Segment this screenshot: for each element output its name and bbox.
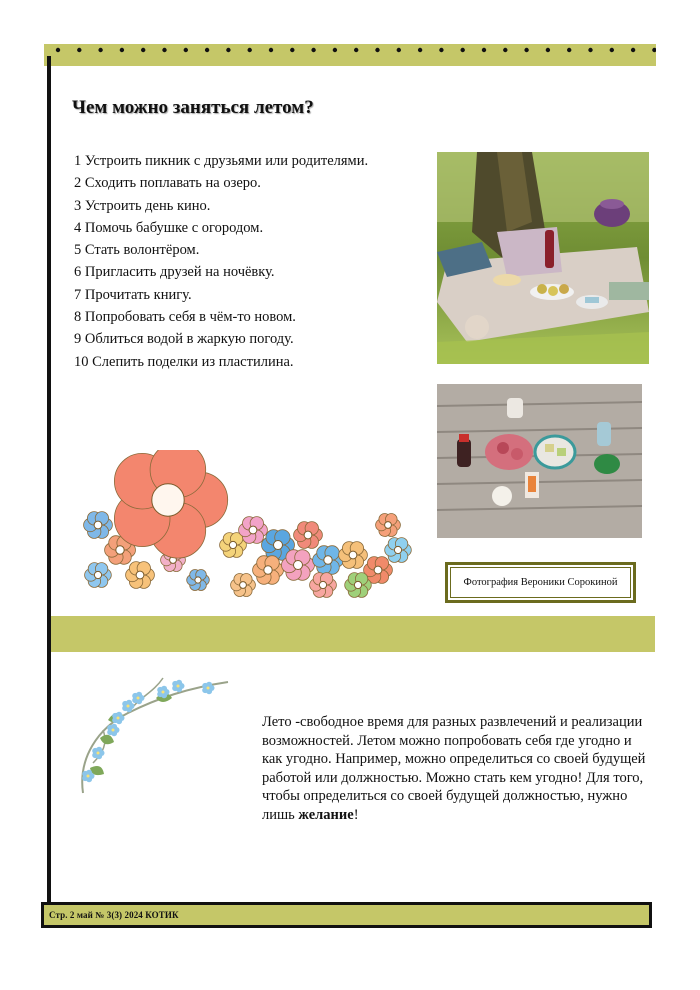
photo-caption: Фотография Вероники Сорокиной bbox=[450, 567, 631, 598]
dot bbox=[184, 48, 188, 52]
dot bbox=[120, 48, 124, 52]
activity-list bbox=[74, 150, 368, 373]
dot bbox=[290, 48, 294, 52]
flower-icon bbox=[385, 538, 412, 563]
dot bbox=[248, 48, 252, 52]
dot bbox=[546, 48, 550, 52]
dot bbox=[98, 48, 102, 52]
footer-bar bbox=[41, 902, 652, 928]
flower-icon bbox=[282, 550, 315, 581]
forget-me-not-icon bbox=[202, 682, 214, 695]
list-item: 9 Облиться водой в жаркую погоду. bbox=[74, 331, 294, 348]
paragraph-bold-word: желание bbox=[298, 806, 354, 823]
list-item: 10 Слепить поделки из пластилина. bbox=[74, 353, 294, 370]
forget-me-not-icon bbox=[112, 712, 124, 725]
forget-me-not-branch-icon bbox=[68, 668, 238, 798]
dot bbox=[610, 48, 614, 52]
dot bbox=[482, 48, 486, 52]
top-dotted-band bbox=[44, 44, 656, 66]
list-item: 7 Прочитать книгу. bbox=[74, 286, 192, 303]
dot bbox=[524, 48, 528, 52]
flower-icon bbox=[84, 512, 113, 539]
dot bbox=[77, 48, 81, 52]
summer-paragraph bbox=[262, 713, 652, 825]
list-item: 6 Пригласить друзей на ночёвку. bbox=[74, 264, 275, 281]
flowers-decoration bbox=[78, 450, 418, 600]
flower-icon bbox=[310, 573, 337, 598]
dot bbox=[311, 48, 315, 52]
dot bbox=[439, 48, 443, 52]
dot bbox=[503, 48, 507, 52]
table-photo bbox=[437, 384, 642, 538]
dot bbox=[461, 48, 465, 52]
page-title: Чем можно заняться летом? bbox=[72, 97, 314, 118]
picnic-photo bbox=[437, 152, 649, 364]
list-item: 4 Помочь бабушке с огородом. bbox=[74, 219, 264, 236]
dot bbox=[567, 48, 571, 52]
dot bbox=[333, 48, 337, 52]
footer-text: Стр. 2 май № 3(3) 2024 КОТИК bbox=[49, 910, 179, 920]
dot bbox=[141, 48, 145, 52]
dot bbox=[226, 48, 230, 52]
forget-me-not-icon bbox=[132, 692, 144, 705]
list-item: 1 Устроить пикник с друзьями или родителями. bbox=[74, 153, 369, 169]
flower-icon bbox=[126, 562, 155, 589]
dot bbox=[652, 48, 656, 52]
dot bbox=[205, 48, 209, 52]
forget-me-not-icon bbox=[172, 680, 184, 693]
flower-icon bbox=[313, 546, 344, 575]
flower-icon bbox=[339, 542, 368, 569]
dots-decoration bbox=[44, 44, 656, 66]
flower-icon bbox=[376, 514, 401, 537]
flower-icon bbox=[345, 573, 372, 598]
left-vertical-rule bbox=[47, 56, 51, 902]
flower-icon bbox=[187, 570, 210, 591]
photo-caption-frame bbox=[445, 562, 636, 603]
flower-icon bbox=[231, 574, 256, 597]
dot bbox=[588, 48, 592, 52]
list-item: 5 Стать волонтёром. bbox=[74, 242, 200, 259]
list-item: 3 Устроить день кино. bbox=[74, 197, 211, 214]
flower-icon bbox=[85, 563, 112, 588]
flower-icon bbox=[253, 556, 284, 585]
dot bbox=[162, 48, 166, 52]
dot bbox=[418, 48, 422, 52]
dot bbox=[269, 48, 273, 52]
flower-icon bbox=[294, 522, 323, 549]
forget-me-not-icon bbox=[107, 724, 119, 737]
dot bbox=[375, 48, 379, 52]
flower-icon bbox=[114, 450, 227, 558]
flower-icon bbox=[239, 517, 268, 544]
dot bbox=[56, 48, 60, 52]
paragraph-end: ! bbox=[353, 806, 359, 823]
paragraph-text: Лето -свободное время для разных развлечений и реализации возможностей. Летом можно попробовать себя где угодно и как угодно. Например, можно определиться со своей будущей работой или должностью. Можно стать кем угодно! Для того, чтобы определиться со своей будущей должностью, нужно лишь bbox=[262, 714, 646, 823]
list-item: 2 Сходить поплавать на озеро. bbox=[74, 175, 261, 192]
middle-band bbox=[51, 616, 655, 652]
dot bbox=[397, 48, 401, 52]
list-item: 8 Попробовать себя в чём-то новом. bbox=[74, 309, 296, 326]
dot bbox=[631, 48, 635, 52]
dot bbox=[354, 48, 358, 52]
